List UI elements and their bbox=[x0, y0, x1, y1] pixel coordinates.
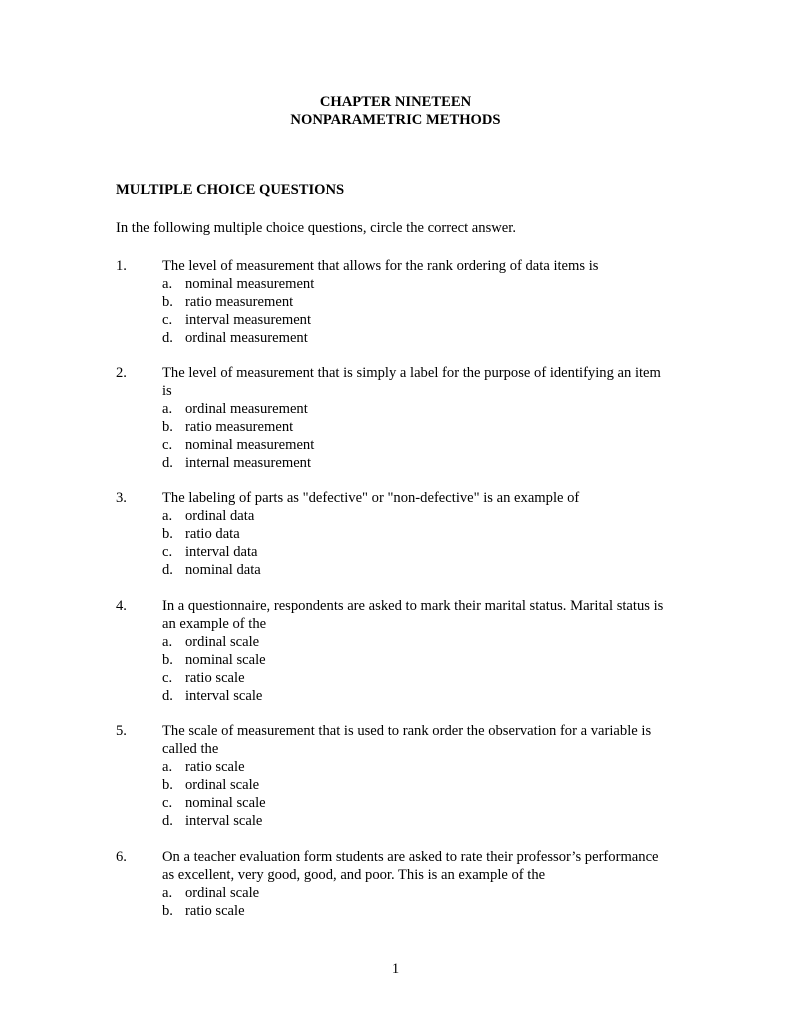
question-number: 6. bbox=[116, 849, 127, 865]
chapter-subject: NONPARAMETRIC METHODS bbox=[290, 112, 501, 128]
option-letter: b. bbox=[162, 419, 173, 435]
option-letter: b. bbox=[162, 652, 173, 668]
answer-option[interactable] bbox=[162, 776, 674, 794]
option-letter: c. bbox=[162, 437, 173, 453]
question-body bbox=[162, 597, 674, 705]
answer-option[interactable] bbox=[162, 633, 674, 651]
option-text: ratio data bbox=[185, 526, 240, 542]
answer-option[interactable] bbox=[162, 454, 674, 472]
answer-option[interactable] bbox=[162, 400, 674, 418]
question-number: 1. bbox=[116, 258, 127, 274]
page-number: 1 bbox=[391, 961, 400, 977]
option-text: interval scale bbox=[185, 813, 263, 829]
option-text: ratio measurement bbox=[185, 419, 294, 435]
question-body bbox=[162, 722, 674, 830]
option-letter: c. bbox=[162, 670, 173, 686]
option-text: nominal data bbox=[185, 562, 261, 578]
chapter-title: CHAPTER NINETEEN bbox=[319, 94, 472, 110]
answer-option[interactable] bbox=[162, 812, 674, 830]
option-text: nominal scale bbox=[185, 795, 266, 811]
answer-option[interactable] bbox=[162, 525, 674, 543]
answer-option[interactable] bbox=[162, 311, 674, 329]
question-stem: On a teacher evaluation form students are asked to rate their professor’s performance as excellent, very good, good, and poor. This is an example of the bbox=[162, 849, 659, 883]
option-letter: d. bbox=[162, 330, 173, 346]
option-text: interval measurement bbox=[185, 312, 312, 328]
question-number: 2. bbox=[116, 365, 127, 381]
option-text: ordinal scale bbox=[185, 634, 260, 650]
option-text: interval data bbox=[185, 544, 258, 560]
option-text: ordinal scale bbox=[185, 885, 260, 901]
option-letter: d. bbox=[162, 688, 173, 704]
answer-option[interactable] bbox=[162, 275, 674, 293]
option-text: ordinal data bbox=[185, 508, 255, 524]
answer-option[interactable] bbox=[162, 418, 674, 436]
answer-option[interactable] bbox=[162, 651, 674, 669]
answer-options bbox=[162, 400, 674, 472]
question-number: 4. bbox=[116, 598, 127, 614]
answer-option[interactable] bbox=[162, 884, 674, 902]
option-text: ratio scale bbox=[185, 759, 245, 775]
answer-option[interactable] bbox=[162, 436, 674, 454]
question-stem: The labeling of parts as "defective" or "non-defective" is an example of bbox=[162, 490, 580, 506]
option-letter: b. bbox=[162, 903, 173, 919]
answer-option[interactable] bbox=[162, 507, 674, 525]
option-letter: a. bbox=[162, 759, 173, 775]
question-number: 5. bbox=[116, 723, 127, 739]
option-text: nominal scale bbox=[185, 652, 266, 668]
answer-option[interactable] bbox=[162, 561, 674, 579]
answer-options bbox=[162, 633, 674, 705]
option-letter: a. bbox=[162, 634, 173, 650]
question-body bbox=[162, 257, 674, 347]
question-stem: In a questionnaire, respondents are asked to mark their marital status. Marital status is an example of the bbox=[162, 598, 664, 632]
question-body bbox=[162, 848, 674, 920]
option-text: interval scale bbox=[185, 688, 263, 704]
option-letter: c. bbox=[162, 312, 173, 328]
question-body bbox=[162, 364, 674, 472]
question-stem: The level of measurement that allows for the rank ordering of data items is bbox=[162, 258, 599, 274]
option-letter: d. bbox=[162, 562, 173, 578]
question-number: 3. bbox=[116, 490, 127, 506]
option-letter: d. bbox=[162, 813, 173, 829]
answer-option[interactable] bbox=[162, 687, 674, 705]
instructions-text: In the following multiple choice questions, circle the correct answer. bbox=[116, 220, 516, 236]
option-text: ratio measurement bbox=[185, 294, 294, 310]
option-letter: b. bbox=[162, 777, 173, 793]
answer-option[interactable] bbox=[162, 758, 674, 776]
option-letter: a. bbox=[162, 401, 173, 417]
option-letter: a. bbox=[162, 885, 173, 901]
option-text: ordinal measurement bbox=[185, 401, 308, 417]
option-text: ratio scale bbox=[185, 903, 245, 919]
answer-option[interactable] bbox=[162, 543, 674, 561]
question-stem: The scale of measurement that is used to rank order the observation for a variable is called the bbox=[162, 723, 652, 757]
answer-option[interactable] bbox=[162, 669, 674, 687]
option-letter: a. bbox=[162, 508, 173, 524]
answer-option[interactable] bbox=[162, 293, 674, 311]
answer-options bbox=[162, 758, 674, 830]
answer-option[interactable] bbox=[162, 902, 674, 920]
option-text: internal measurement bbox=[185, 455, 312, 471]
question-body bbox=[162, 489, 674, 579]
option-text: ratio scale bbox=[185, 670, 245, 686]
option-text: nominal measurement bbox=[185, 276, 315, 292]
option-letter: c. bbox=[162, 795, 173, 811]
option-text: ordinal scale bbox=[185, 777, 260, 793]
option-text: nominal measurement bbox=[185, 437, 315, 453]
section-heading: MULTIPLE CHOICE QUESTIONS bbox=[116, 182, 345, 198]
option-letter: b. bbox=[162, 294, 173, 310]
answer-option[interactable] bbox=[162, 794, 674, 812]
option-text: ordinal measurement bbox=[185, 330, 308, 346]
answer-options bbox=[162, 507, 674, 579]
option-letter: c. bbox=[162, 544, 173, 560]
answer-option[interactable] bbox=[162, 329, 674, 347]
option-letter: a. bbox=[162, 276, 173, 292]
answer-options bbox=[162, 884, 674, 920]
option-letter: b. bbox=[162, 526, 173, 542]
answer-options bbox=[162, 275, 674, 347]
option-letter: d. bbox=[162, 455, 173, 471]
question-stem: The level of measurement that is simply a label for the purpose of identifying an item is bbox=[162, 365, 661, 399]
